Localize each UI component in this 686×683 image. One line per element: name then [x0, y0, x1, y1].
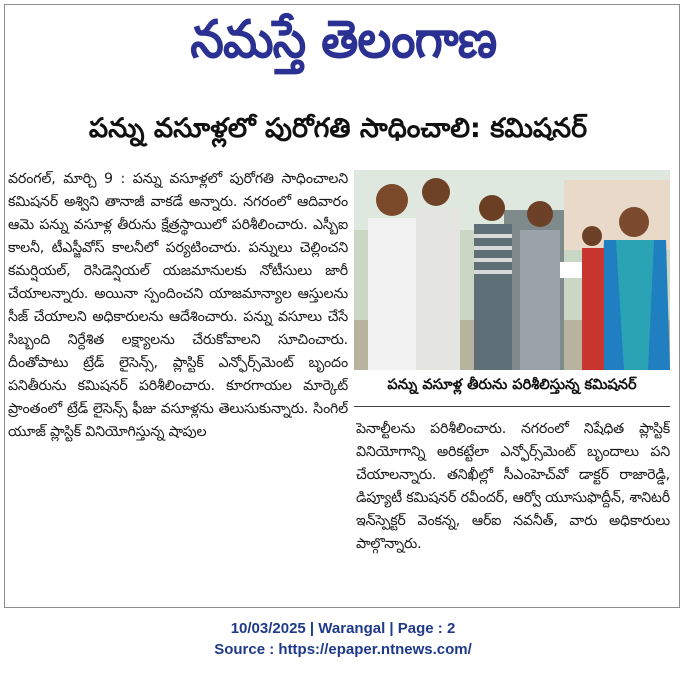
- edition-info: 10/03/2025 | Warangal | Page : 2: [230, 620, 456, 637]
- source-link[interactable]: Source : https://epaper.ntnews.com/: [214, 641, 472, 658]
- article-column-left: [8, 168, 348, 602]
- newspaper-logo: నమస్తే తెలంగాణ: [189, 9, 497, 70]
- photo-illustration: [354, 170, 670, 370]
- article-text-left: వరంగల్, మార్చి 9 : పన్ను వసూళ్లలో పురోగతి సాధించాలని కమిషనర్ అశ్విని తానాజీ వాకడే అన్నారు. నగరంలో ఆదివారం ఆమె పన్ను వసూళ్ల తీరును క్షేత్రస్థాయిలో పరిశీలించారు. ఎస్బీఐ కాలనీ, టీఎస్జీవోస్ కాలనీలో పర్యటించారు. పన్నులు చెల్లించని కమర్షియల్, రెసిడెన్షియల్ యజమానులకు నోటీసులు జారీ చేయాలన్నారు. అయినా స్పందించని యాజమాన్యాల ఆస్తులను సీజ్ చేయాలని అధికారులను ఆదేశించారు. పన్ను వసూలు చేసే సిబ్బంది నిర్దేశిత లక్ష్యాలను చేరుకోవాలని సూచించారు. దీంతోపాటు ట్రేడ్ లైసెన్స్, ప్లాస్టిక్ ఎన్ఫోర్స్‌మెంట్ బృందం పనితీరును కమిషనర్ పరిశీలించారు. కూరగాయల మార్కెట్ ప్రాంతంలో ట్రేడ్ లైసెన్స్ ఫీజు వసూళ్లను తెలుసుకున్నారు. సింగిల్ యూజ్ ప్లాస్టిక్ వినియోగిస్తున్న షాపుల: [8, 171, 348, 440]
- article-column-right: [356, 418, 670, 606]
- article-text-right: పెనాల్టీలను పరిశీలించారు. నగరంలో నిషేధిత ప్లాస్టిక్ వినియోగాన్ని అరికట్టేలా ఎన్ఫోర్స్‌మెంట్ బృందాలు పని చేయాలన్నారు. తనిఖీల్లో సీఎంహెచ్‌వో డాక్టర్ రాజారెడ్డి, డిప్యూటీ కమిషనర్ రవీందర్, ఆర్వో యూసుఫొద్దీన్, శానిటరీ ఇన్‌స్పెక్టర్ వెంకన్న, ఆర్ఐ నవనీత్, వారు అధికారులు పాల్గొన్నారు.: [356, 421, 670, 552]
- footer: [0, 618, 686, 660]
- photo-caption: పన్ను వసూళ్ల తీరును పరిశీలిస్తున్న కమిషనర్: [387, 377, 637, 393]
- masthead: [5, 7, 681, 85]
- caption-divider: [354, 406, 670, 407]
- article-headline: పన్ను వసూళ్లలో పురోగతి సాధించాలి: కమిషనర్: [88, 113, 588, 144]
- article-photo: [354, 170, 670, 370]
